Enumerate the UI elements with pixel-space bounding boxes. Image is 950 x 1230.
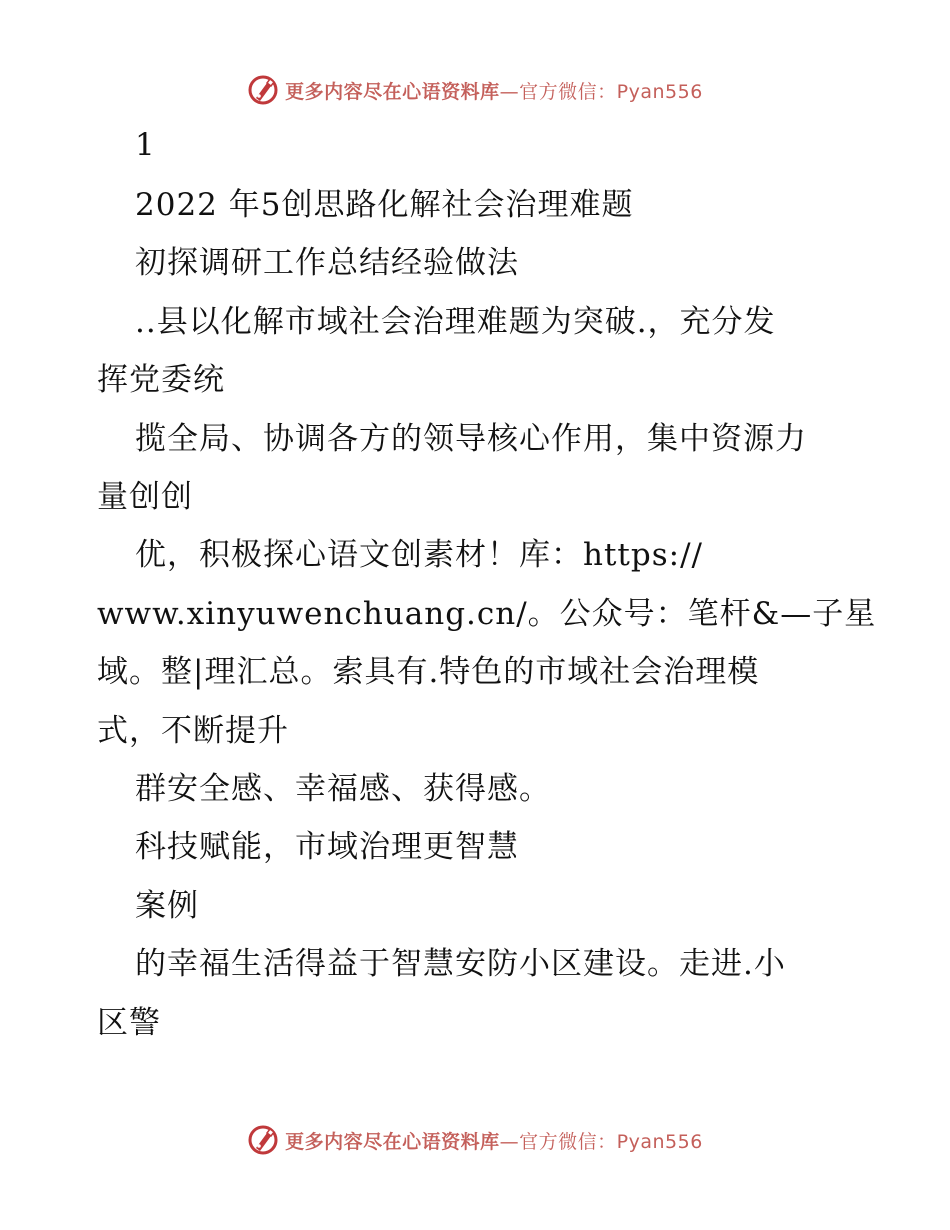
- footer-banner-contact: 官方微信：Pyan556: [519, 1130, 703, 1153]
- paragraph-line: 挥党委统: [97, 362, 225, 398]
- document-subtitle: 初探调研工作总结经验做法: [135, 245, 519, 281]
- footer-banner-separator: —: [499, 1130, 520, 1153]
- paragraph-line: 量创创: [97, 479, 193, 515]
- section-heading: 科技赋能，市域治理更智慧: [135, 829, 519, 865]
- paragraph-line: www.xinyuwenchuang.cn/。公众号：笔杆&—子星: [97, 596, 877, 632]
- header-banner-brand: 更多内容尽在心语资料库: [285, 80, 500, 103]
- paragraph-line: 区警: [97, 1005, 161, 1041]
- paragraph-line: 群安全感、幸福感、获得感。: [135, 771, 551, 807]
- header-banner-separator: —: [499, 80, 520, 103]
- paragraph-line: 的幸福生活得益于智慧安防小区建设。走进.小: [135, 946, 786, 982]
- footer-banner-text: [285, 1127, 703, 1154]
- section-label: 案例: [135, 888, 199, 924]
- paragraph-line: 优，积极探心语文创素材！库：https://: [135, 537, 703, 573]
- pen-nib-logo-icon: [247, 1124, 279, 1156]
- paragraph-line: 式，不断提升: [97, 713, 289, 749]
- document-title: 2022 年5创思路化解社会治理难题: [135, 187, 634, 223]
- paragraph-line: 揽全局、协调各方的领导核心作用，集中资源力: [135, 421, 807, 457]
- header-banner-contact: 官方微信：Pyan556: [519, 80, 703, 103]
- page-number: 1: [135, 127, 156, 163]
- paragraph-line: 域。整|理汇总。索具有.特色的市域社会治理模: [97, 654, 760, 690]
- footer-banner-brand: 更多内容尽在心语资料库: [285, 1130, 500, 1153]
- footer-banner: [0, 1120, 950, 1160]
- paragraph-line: ..县以化解市域社会治理难题为突破.，充分发: [135, 304, 776, 340]
